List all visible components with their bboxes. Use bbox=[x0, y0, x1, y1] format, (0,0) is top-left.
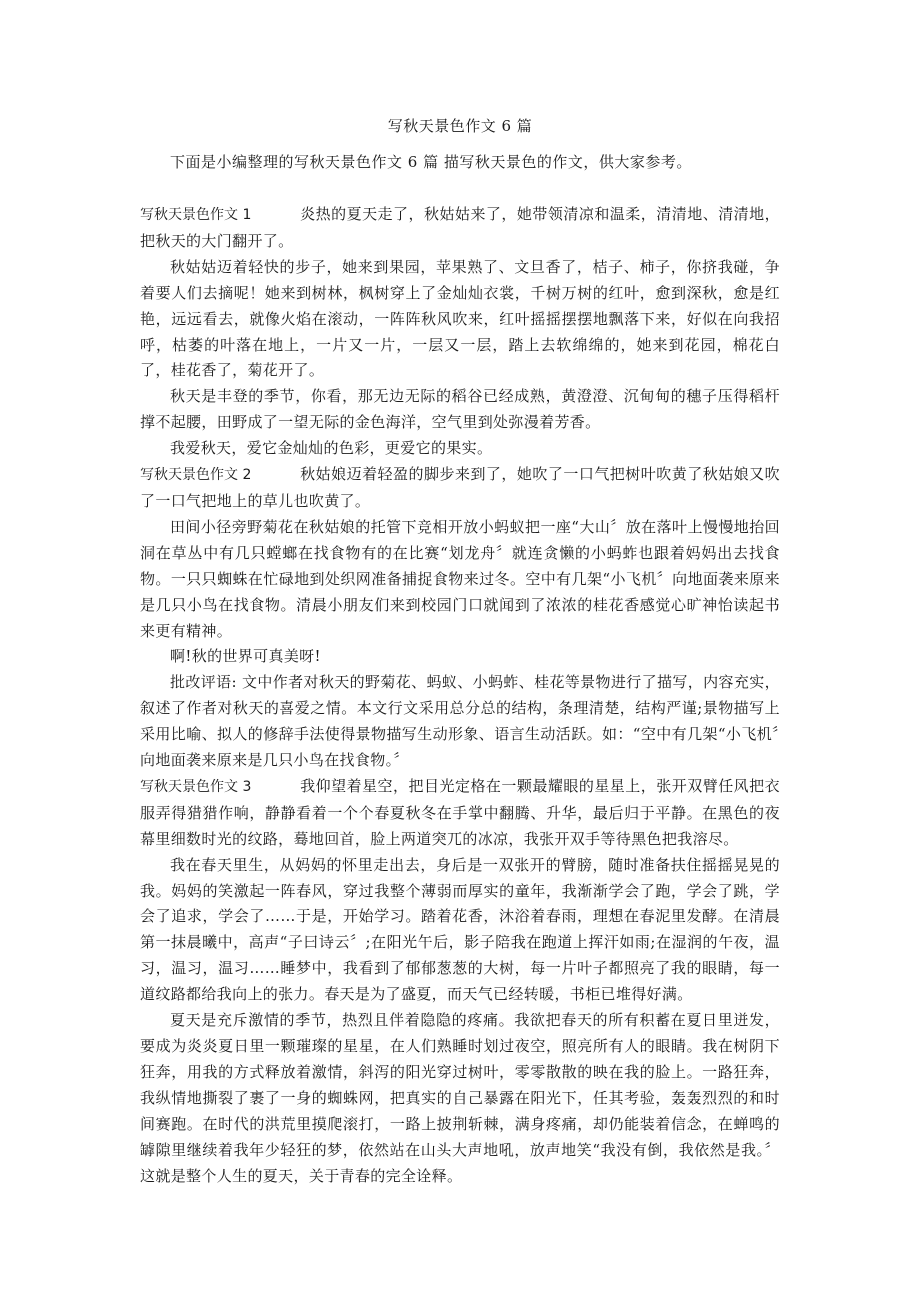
essay-heading: 写秋天景色作文 1 bbox=[140, 207, 252, 223]
essay-heading: 写秋天景色作文 2 bbox=[140, 467, 252, 484]
essay-paragraph: 我爱秋天，爱它金灿灿的色彩，更爱它的果实。 bbox=[170, 439, 493, 458]
essay-3-heading-line bbox=[140, 774, 780, 853]
document-title: 写秋天景色作文 6 篇 bbox=[387, 117, 533, 135]
essay-paragraph: 秋姑姑迈着轻快的步子，她来到果园，苹果熟了、文旦香了，桔子、柿子，你挤我碰，争着要人们去摘呢！她来到树林，枫树穿上了金灿灿衣裳，千树万树的红叶，愈到深秋，愈是红艳，远远看去，就像火焰在滚动，一阵阵秋风吹来，红叶摇摇摆摆地飘落下来，好似在向我招呼，枯萎的叶落在地上，一片又一片，一层又一层，踏上去软绵绵的，她来到花园，棉花白了，桂花香了，菊花开了。 bbox=[140, 257, 780, 380]
essay-paragraph: 秋姑娘迈着轻盈的脚步来到了，她吹了一口气把树叶吹黄了秋姑娘又吹了一口气把地上的草儿也吹黄了。 bbox=[140, 465, 780, 510]
essay-paragraph: 秋天是丰登的季节，你看，那无边无际的稻谷已经成熟，黄澄澄、沉甸甸的穗子压得稻杆撑不起腰，田野成了一望无际的金色海洋，空气里到处弥漫着芳香。 bbox=[140, 387, 780, 432]
essay-paragraph: 我仰望着星空，把目光定格在一颗最耀眼的星星上，张开双臂任风把衣服弄得猎猎作响，静静看着一个个春夏秋冬在手掌中翻腾、升华，最后归于平静。在黑色的夜幕里细数时光的纹路，蓦地回首，脸上两道突兀的冰凉，我张开双手等待黑色把我溶尽。 bbox=[140, 776, 780, 848]
document-intro: 下面是小编整理的写秋天景色作文 6 篇 描写秋天景色的作文，供大家参考。 bbox=[170, 153, 692, 171]
essay-paragraph: 批改评语: 文中作者对秋天的野菊花、蚂蚁、小蚂蚱、桂花等景物进行了描写，内容充实，叙述了作者对秋天的喜爱之情。本文行文采用总分总的结构，条理清楚，结构严谨;景物描写上采用比喻、拟人的修辞手法使得景物描写生动形象、语言生动活跃。如：“空中有几架“小飞机〞向地面袭来原来是几只小鸟在找食物。〞 bbox=[140, 673, 780, 770]
essay-paragraph: 炎热的夏天走了，秋姑姑来了，她带领清凉和温柔，清清地、清清地，把秋天的大门翻开了。 bbox=[140, 205, 780, 250]
essay-paragraph: 啊!秋的世界可真美呀! bbox=[170, 647, 321, 666]
document-body bbox=[140, 202, 780, 1189]
essay-paragraph: 田间小径旁野菊花在秋姑娘的托管下竞相开放小蚂蚁把一座“大山〞放在落叶上慢慢地抬回洞在草丛中有几只螳螂在找食物有的在比赛“划龙舟〞就连贪懒的小蚂蚱也跟着妈妈出去找食物。一只只蜘蛛在忙碌地到处织网准备捕捉食物来过冬。空中有几架“小飞机〞向地面袭来原来是几只小鸟在找食物。清晨小朋友们来到校园门口就闻到了浓浓的桂花香感觉心旷神怡读起书来更有精神。 bbox=[140, 517, 780, 640]
essay-1-heading-line bbox=[140, 202, 780, 255]
essay-paragraph: 夏天是充斥激情的季节，热烈且伴着隐隐的疼痛。我欲把春天的所有积蓄在夏日里迸发，要成为炎炎夏日里一颗璀璨的星星，在人们熟睡时划过夜空，照亮所有人的眼睛。我在树阴下狂奔，用我的方式释放着激情，斜泻的阳光穿过树叶，零零散散的映在我的脸上。一路狂奔，我纵情地撕裂了裹了一身的蜘蛛网，把真实的自己暴露在阳光下，任其考验，轰轰烈烈的和时间赛跑。在时代的洪荒里摸爬滚打，一路上披荆斩棘，满身疼痛，却仍能装着信念，在蝉鸣的罅隙里继续着我年少轻狂的梦，依然站在山头大声地吼，放声地笑“我没有倒，我依然是我。〞这就是整个人生的夏天，关于青春的完全诠释。 bbox=[140, 1011, 780, 1185]
essay-heading: 写秋天景色作文 3 bbox=[140, 778, 252, 795]
essay-2-heading-line bbox=[140, 462, 780, 515]
essay-paragraph: 我在春天里生，从妈妈的怀里走出去，身后是一双张开的臂膀，随时准备扶住摇摇晃晃的我。妈妈的笑激起一阵春风，穿过我整个薄弱而厚实的童年，我渐渐学会了跑，学会了跳，学会了追求，学会了……于是，开始学习。踏着花香，沐浴着春雨，理想在春泥里发酵。在清晨第一抹晨曦中，高声“子曰诗云〞;在阳光午后，影子陪我在跑道上挥汗如雨;在湿润的午夜，温习，温习，温习……睡梦中，我看到了郁郁葱葱的大树，每一片叶子都照亮了我的眼睛，每一道纹路都给我向上的张力。春天是为了盛夏，而天气已经转暖，书柜已堆得好满。 bbox=[140, 855, 780, 1004]
